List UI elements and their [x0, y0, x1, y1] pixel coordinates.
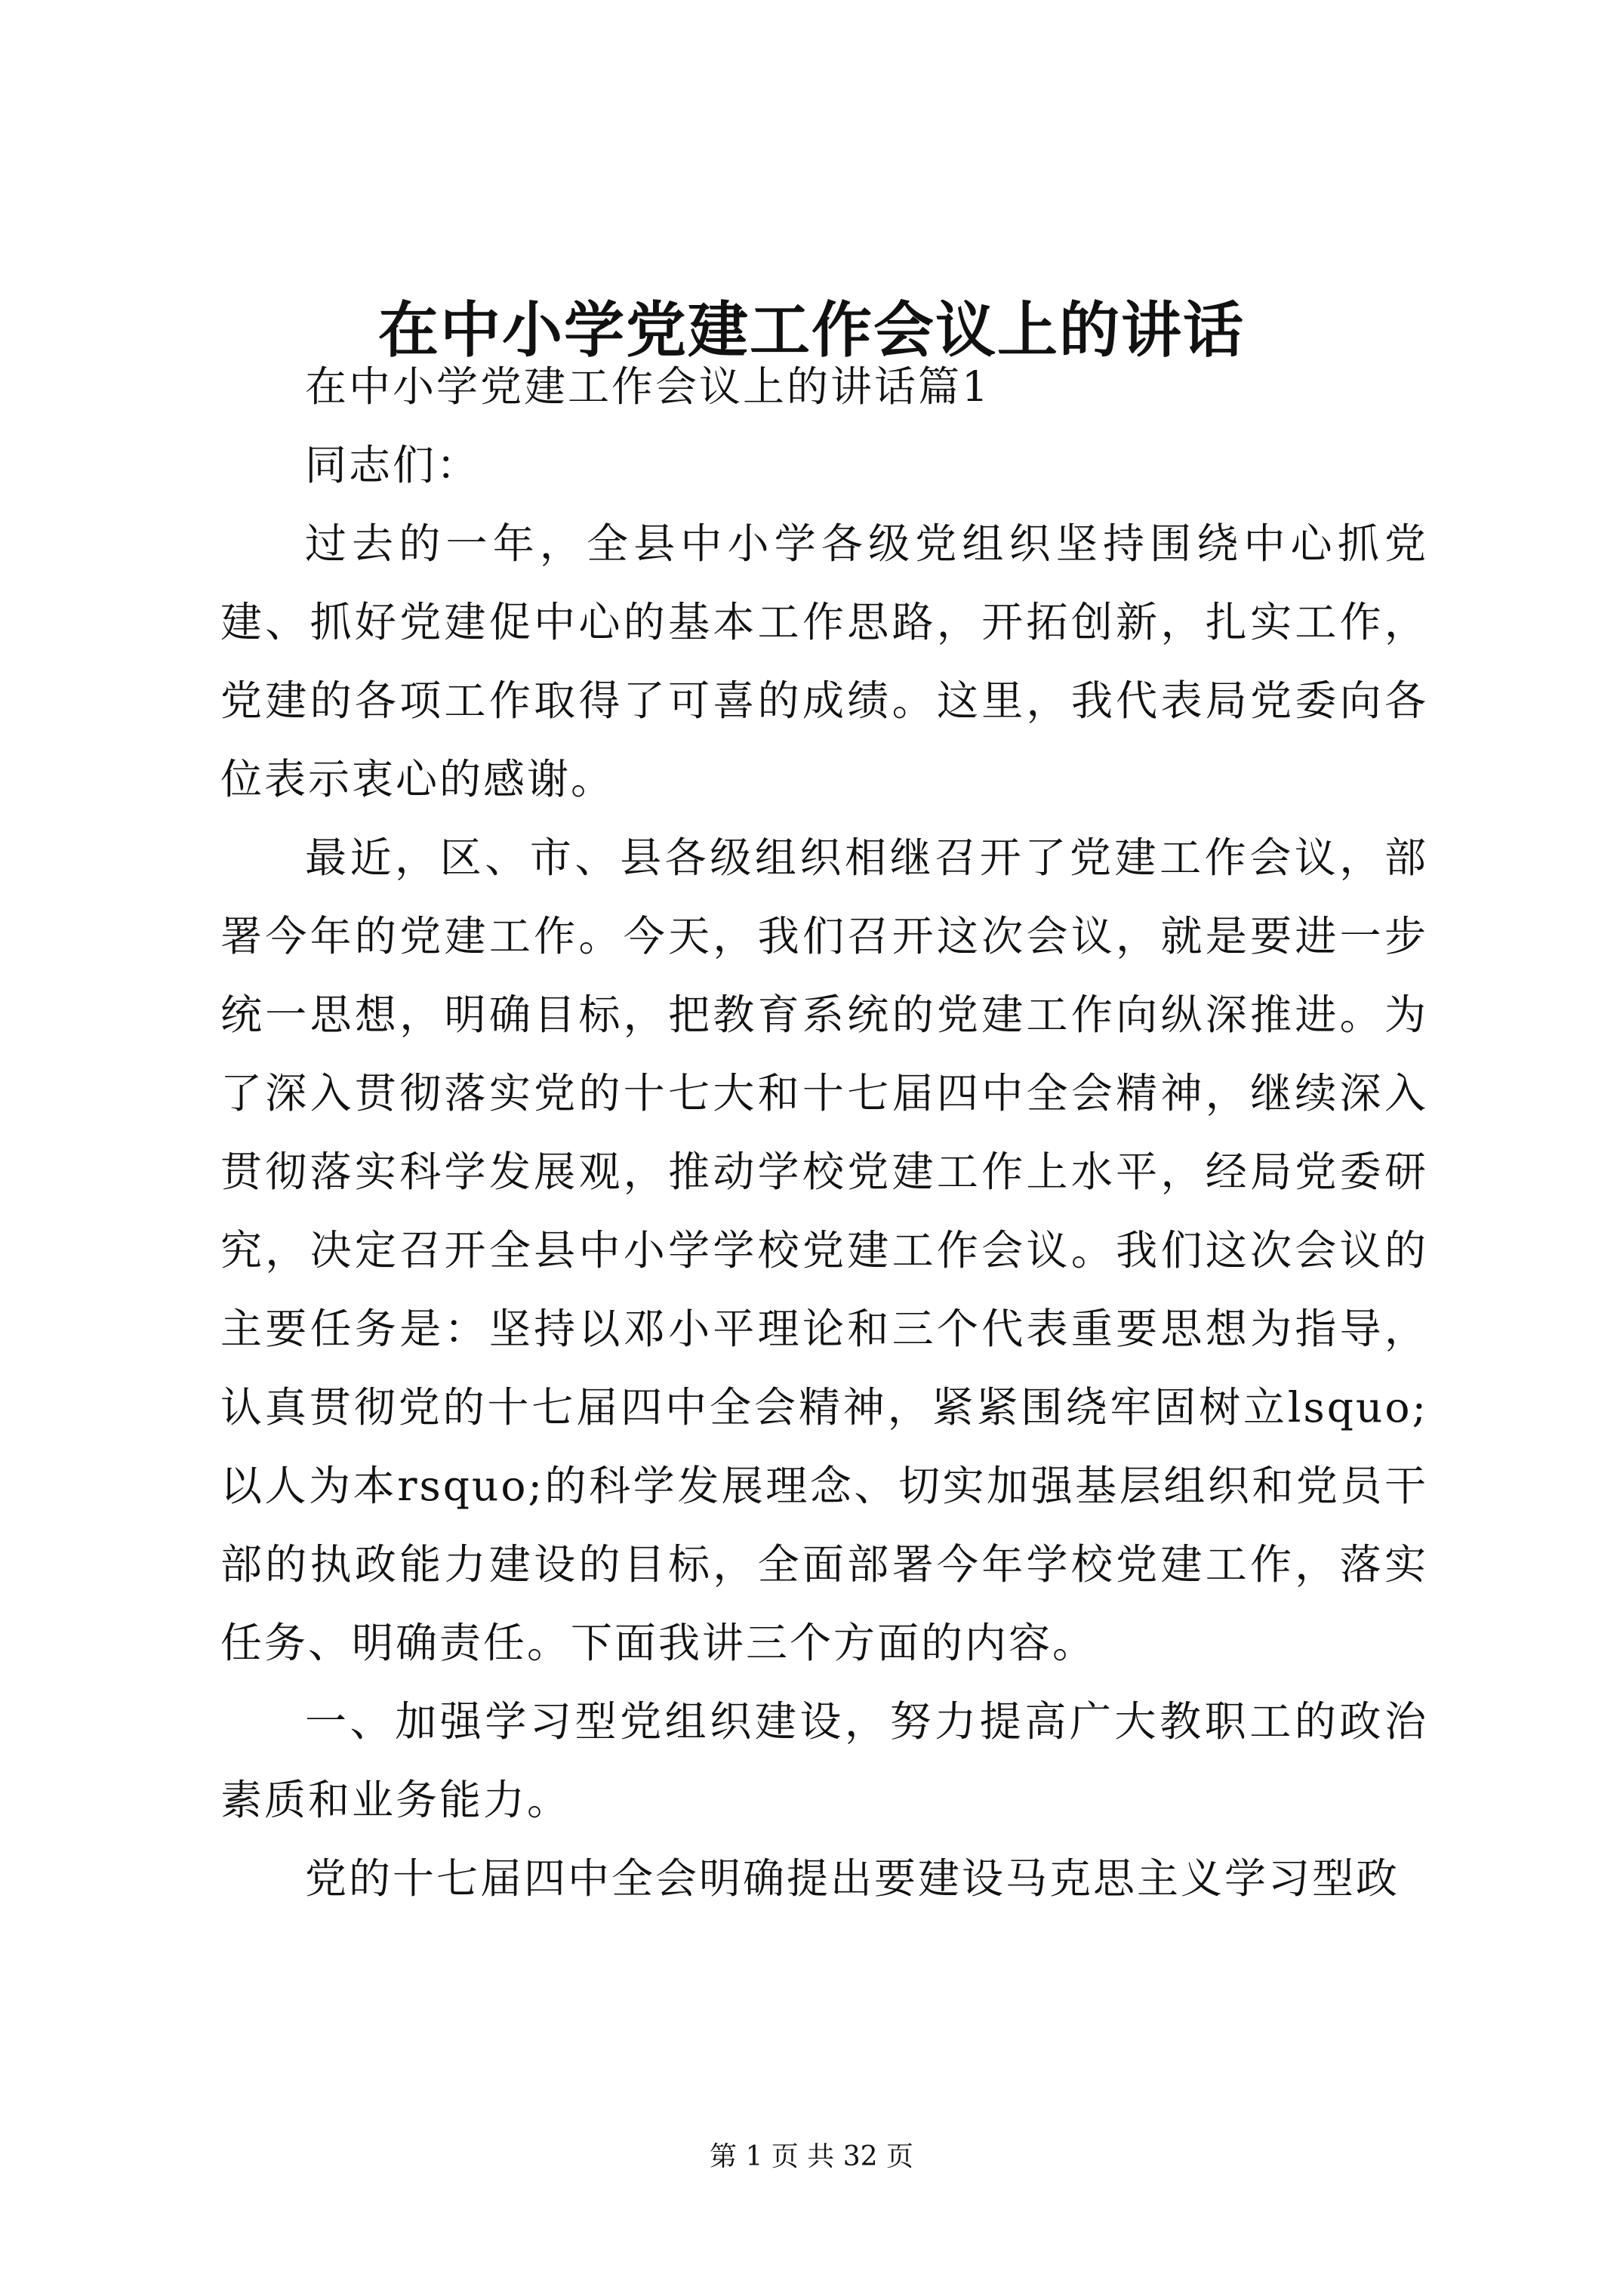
paragraph: 过去的一年，全县中小学各级党组织坚持围绕中心抓党建、抓好党建促中心的基本工作思路，开拓创新，扎实工作，党建的各项工作取得了可喜的成绩。这里，我代表局党委向各位表示衷心的感谢。: [220, 519, 1428, 803]
paragraph: 党的十七届四中全会明确提出要建设马克思主义学习型政: [305, 1854, 1400, 1903]
salutation: 同志们：: [305, 441, 481, 489]
document-body: [220, 347, 1428, 1918]
paragraph: 一、加强学习型党组织建设，努力提高广大教职工的政治素质和业务能力。: [220, 1697, 1428, 1824]
paragraph: 最近，区、市、县各级组织相继召开了党建工作会议，部署今年的党建工作。今天，我们召开这次会议，就是要进一步统一思想，明确目标，把教育系统的党建工作向纵深推进。为了深入贯彻落实党的十七大和十七届四中全会精神，继续深入贯彻落实科学发展观，推动学校党建工作上水平，经局党委研究，决定召开全县中小学学校党建工作会议。我们这次会议的主要任务是：坚持以邓小平理论和三个代表重要思想为指导，认真贯彻党的十七届四中全会精神，紧紧围绕牢固树立lsquo;以人为本rsquo;的科学发展理念、切实加强基层组织和党员干部的执政能力建设的目标，全面部署今年学校党建工作，落实任务、明确责任。下面我讲三个方面的内容。: [220, 834, 1428, 1667]
page-footer: 第 1 页 共 32 页: [710, 2141, 913, 2172]
document-title: 在中小学党建工作会议上的讲话: [378, 294, 1245, 365]
section-heading: 在中小学党建工作会议上的讲话篇1: [305, 362, 990, 411]
